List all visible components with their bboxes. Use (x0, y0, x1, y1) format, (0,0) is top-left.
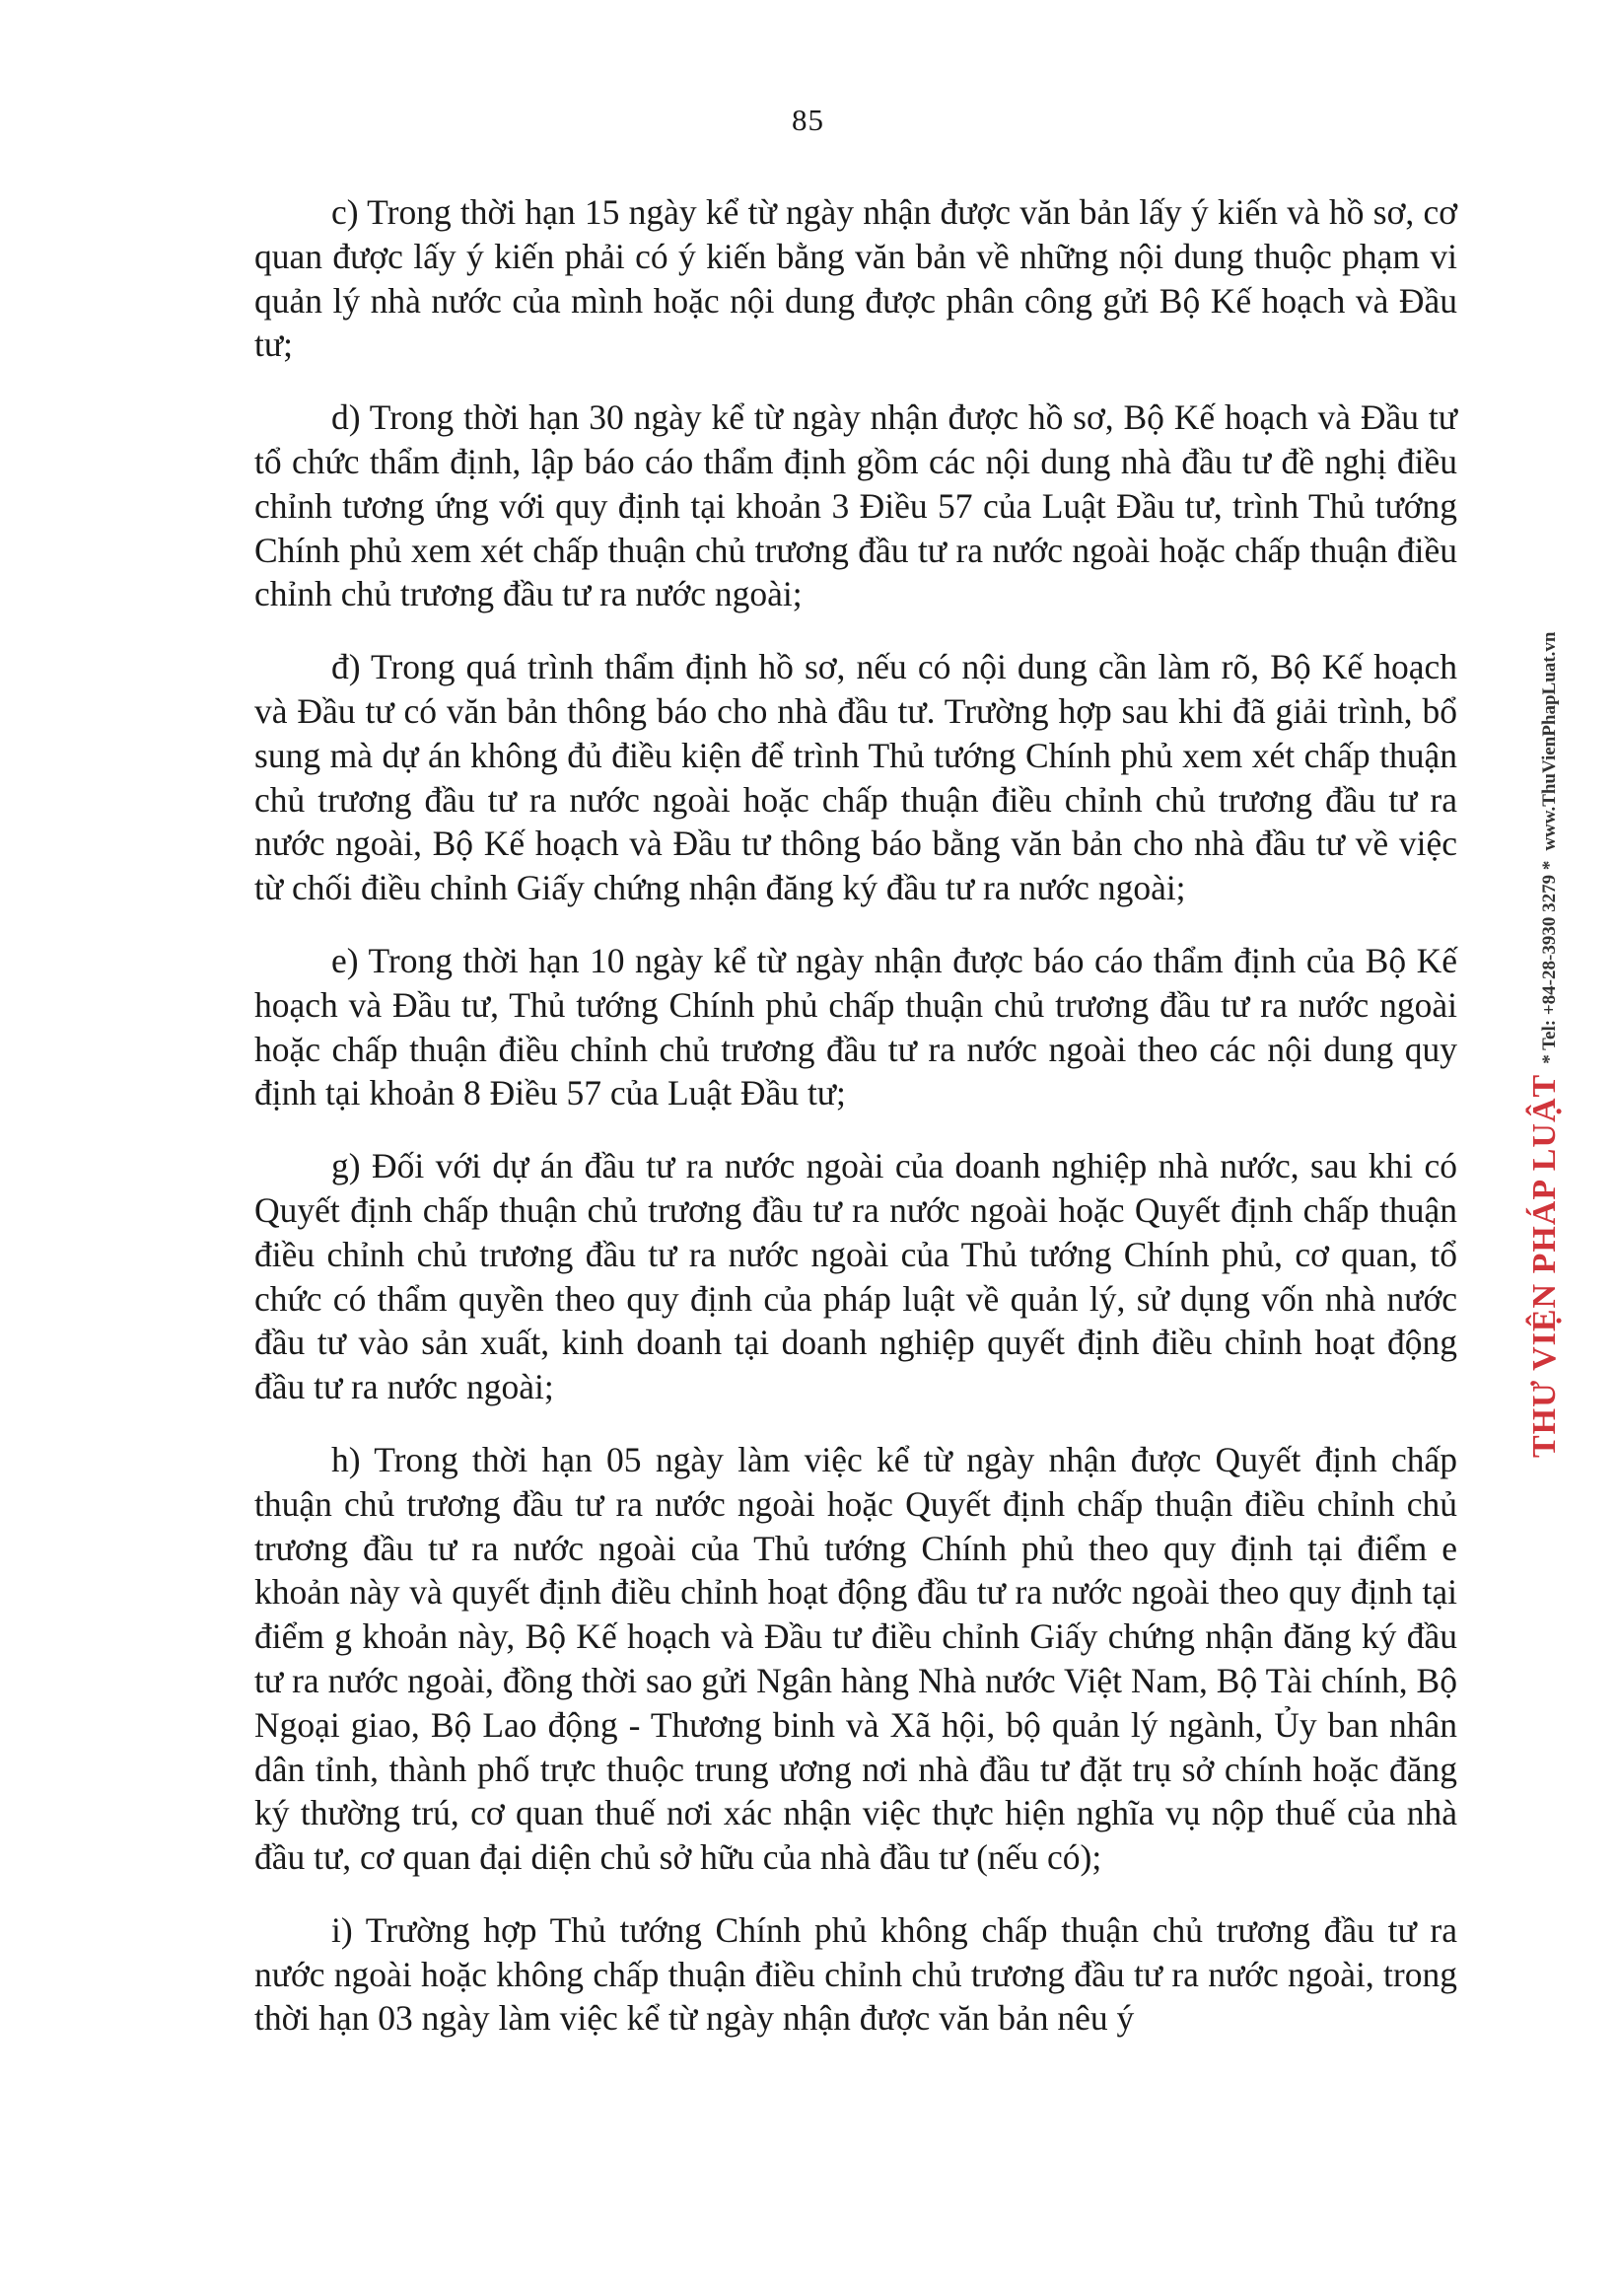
paragraph-h: h) Trong thời hạn 05 ngày làm việc kể từ ngày nhận được Quyết định chấp thuận chủ trương đầu tư ra nước ngoài hoặc Quyết định chấp thuận điều chỉnh chủ trương đầu tư ra nước ngoài của Thủ tướng Chính phủ theo quy định tại điểm e khoản này và quyết định điều chỉnh hoạt động đầu tư ra nước ngoài theo quy định tại điểm g khoản này, Bộ Kế hoạch và Đầu tư điều chỉnh Giấy chứng nhận đăng ký đầu tư ra nước ngoài, đồng thời sao gửi Ngân hàng Nhà nước Việt Nam, Bộ Tài chính, Bộ Ngoại giao, Bộ Lao động - Thương binh và Xã hội, bộ quản lý ngành, Ủy ban nhân dân tỉnh, thành phố trực thuộc trung ương nơi nhà đầu tư đặt trụ sở chính hoặc đăng ký thường trú, cơ quan thuế nơi xác nhận việc thực hiện nghĩa vụ nộp thuế của nhà đầu tư, cơ quan đại diện chủ sở hữu của nhà đầu tư (nếu có); (254, 1439, 1457, 1878)
watermark-brand: THƯ VIỆN PHÁP LUẬT (1526, 1073, 1563, 1458)
paragraph-e: e) Trong thời hạn 10 ngày kể từ ngày nhận được báo cáo thẩm định của Bộ Kế hoạch và Đầu tư, Thủ tướng Chính phủ chấp thuận chủ trương đầu tư ra nước ngoài hoặc chấp thuận điều chỉnh chủ trương đầu tư ra nước ngoài theo các nội dung quy định tại khoản 8 Điều 57 của Luật Đầu tư; (254, 940, 1457, 1113)
watermark-site: www.ThuVienPhapLuat.vn (1539, 631, 1560, 851)
paragraph-c: c) Trong thời hạn 15 ngày kể từ ngày nhận được văn bản lấy ý kiến và hồ sơ, cơ quan được lấy ý kiến phải có ý kiến bằng văn bản về những nội dung thuộc phạm vi quản lý nhà nước của mình hoặc nội dung được phân công gửi Bộ Kế hoạch và Đầu tư; (254, 192, 1457, 365)
watermark-contact: * Tel: +84-28-3930 3279 * (1539, 860, 1560, 1064)
paragraph-g: g) Đối với dự án đầu tư ra nước ngoài của doanh nghiệp nhà nước, sau khi có Quyết định chấp thuận chủ trương đầu tư ra nước ngoài hoặc Quyết định chấp thuận điều chỉnh chủ trương đầu tư ra nước ngoài của Thủ tướng Chính phủ, cơ quan, tổ chức có thẩm quyền theo quy định của pháp luật về quản lý, sử dụng vốn nhà nước đầu tư vào sản xuất, kinh doanh tại doanh nghiệp quyết định điều chỉnh hoạt động đầu tư ra nước ngoài; (254, 1146, 1457, 1407)
paragraph-d: d) Trong thời hạn 30 ngày kể từ ngày nhận được hồ sơ, Bộ Kế hoạch và Đầu tư tổ chức thẩm định, lập báo cáo thẩm định gồm các nội dung nhà đầu tư đề nghị điều chỉnh tương ứng với quy định tại khoản 3 Điều 57 của Luật Đầu tư, trình Thủ tướng Chính phủ xem xét chấp thuận chủ trương đầu tư ra nước ngoài hoặc chấp thuận điều chỉnh chủ trương đầu tư ra nước ngoài; (254, 397, 1457, 614)
paragraph-i: i) Trường hợp Thủ tướng Chính phủ không chấp thuận chủ trương đầu tư ra nước ngoài hoặc không chấp thuận điều chỉnh chủ trương đầu tư ra nước ngoài, trong thời hạn 03 ngày làm việc kể từ ngày nhận được văn bản nêu ý (254, 1909, 1457, 2039)
page-number: 85 (792, 103, 824, 137)
paragraph-dd: đ) Trong quá trình thẩm định hồ sơ, nếu có nội dung cần làm rõ, Bộ Kế hoạch và Đầu tư có văn bản thông báo cho nhà đầu tư. Trường hợp sau khi đã giải trình, bổ sung mà dự án không đủ điều kiện để trình Thủ tướng Chính phủ xem xét chấp thuận chủ trương đầu tư ra nước ngoài hoặc chấp thuận điều chỉnh chủ trương đầu tư ra nước ngoài, Bộ Kế hoạch và Đầu tư thông báo bằng văn bản cho nhà đầu tư về việc từ chối điều chỉnh Giấy chứng nhận đăng ký đầu tư ra nước ngoài; (254, 647, 1457, 908)
side-watermark (1526, 632, 1564, 1458)
document-body (254, 190, 1457, 2069)
